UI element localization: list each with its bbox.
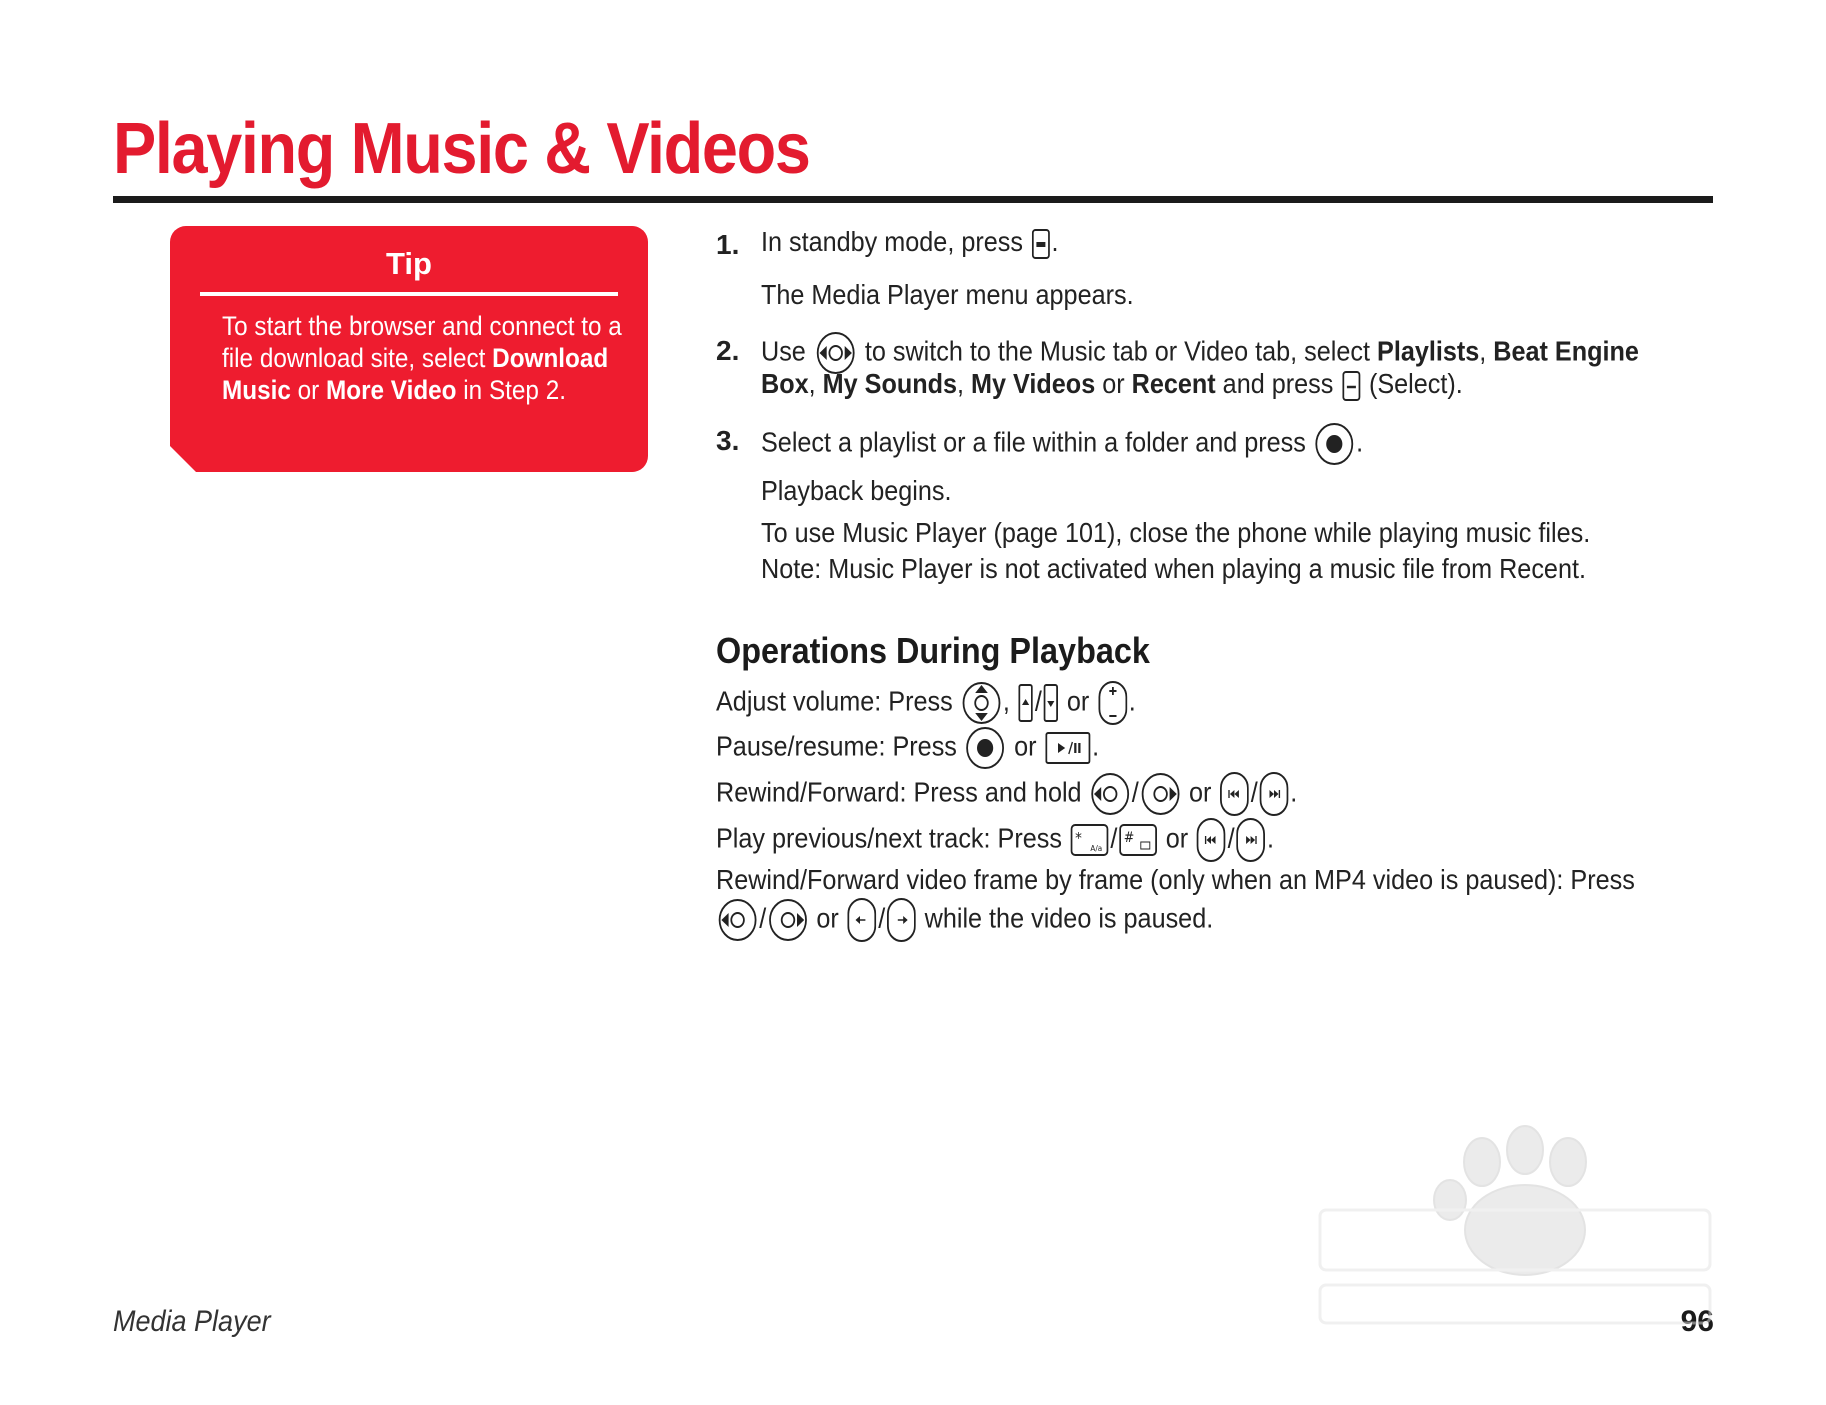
step-number-1: 1. xyxy=(716,229,740,260)
op-track-part: / xyxy=(1227,822,1235,854)
op-frame-part: / xyxy=(878,902,886,934)
hash-key-icon xyxy=(1119,824,1157,856)
tip-rule xyxy=(200,292,618,296)
op-pause-label: Pause/resume: Press xyxy=(716,730,964,762)
play-pause-key-icon xyxy=(1045,732,1090,764)
note-playback-begins: Playback begins. xyxy=(761,475,952,506)
footer-section-name: Media Player xyxy=(113,1305,271,1338)
section-heading: Operations During Playback xyxy=(716,630,1150,671)
op-volume-part: . xyxy=(1128,685,1136,717)
tip-corner xyxy=(170,446,196,472)
note-music-player: To use Music Player (page 101), close the phone while playing music files. xyxy=(761,517,1591,548)
tip-bold-download-music: Download Music xyxy=(222,343,609,405)
rewind-side-key-icon xyxy=(1197,818,1226,862)
center-select-key-icon xyxy=(1315,422,1355,466)
paw-watermark-icon xyxy=(1300,1120,1730,1340)
page-title: Playing Music & Videos xyxy=(113,109,810,189)
op-volume-label: Adjust volume: Press xyxy=(716,685,960,717)
op-track-part: or xyxy=(1158,822,1196,854)
op-prev-next-track xyxy=(716,818,1274,862)
step-2-part: to switch to the Music tab or Video tab, select xyxy=(857,335,1378,367)
op-volume-part: , xyxy=(1002,685,1017,717)
forward-side-key-icon xyxy=(1236,818,1265,862)
note-media-player-menu: The Media Player menu appears. xyxy=(761,279,1134,310)
step-2-part: Use xyxy=(761,335,813,367)
plus-minus-key-icon xyxy=(1098,681,1127,725)
step-3-part: Select a playlist or a file within a folder and press xyxy=(761,426,1313,458)
step-2-part: , xyxy=(808,368,823,399)
note-recent: Note: Music Player is not activated when playing a music file from Recent. xyxy=(761,553,1586,584)
op-rewind-part: or xyxy=(1181,776,1219,808)
svg-text:A/a: A/a xyxy=(1090,843,1103,854)
step-2-line-2 xyxy=(761,368,1463,401)
op-rewind-part: . xyxy=(1290,776,1298,808)
volume-down-side-key-icon xyxy=(1044,684,1058,722)
menu-key-icon xyxy=(1032,229,1050,259)
step-2-part: and press xyxy=(1215,368,1341,399)
op-frame-part: while the video is paused. xyxy=(917,902,1214,934)
op-frame-line-1: Rewind/Forward video frame by frame (only when an MP4 video is paused): Press xyxy=(716,864,1635,895)
step-1-part: In standby mode, press xyxy=(761,226,1030,257)
bold-playlists: Playlists xyxy=(1377,335,1480,367)
page-number: 96 xyxy=(1680,1305,1714,1338)
step-2-part: , xyxy=(957,368,972,399)
op-pause-resume xyxy=(716,726,1099,770)
op-pause-part: . xyxy=(1092,730,1100,762)
tip-box xyxy=(170,226,648,472)
op-adjust-volume xyxy=(716,681,1136,725)
step-1-text xyxy=(761,226,1059,259)
step-number-2: 2. xyxy=(716,335,740,366)
op-frame-part: / xyxy=(759,902,767,934)
op-track-label: Play previous/next track: Press xyxy=(716,822,1069,854)
bold-my-sounds: My Sounds xyxy=(822,368,958,399)
tip-heading: Tip xyxy=(386,246,432,281)
tip-text xyxy=(222,310,645,406)
volume-up-side-key-icon xyxy=(1019,684,1033,722)
op-track-part: . xyxy=(1266,822,1274,854)
op-track-part: / xyxy=(1110,822,1118,854)
op-rewind-label: Rewind/Forward: Press and hold xyxy=(716,776,1089,808)
bold-beat-engine: Beat Engine xyxy=(1493,335,1639,367)
frame-back-side-key-icon xyxy=(848,898,877,942)
op-pause-part: or xyxy=(1007,730,1044,762)
step-2-part: or xyxy=(1095,368,1132,399)
nav-up-down-icon xyxy=(962,681,1002,725)
op-volume-part: / xyxy=(1034,685,1042,717)
bold-box: Box xyxy=(761,368,809,399)
rewind-side-key-icon xyxy=(1220,772,1249,816)
nav-right-icon xyxy=(768,898,808,942)
op-rewind-part: / xyxy=(1250,776,1258,808)
svg-text:*: * xyxy=(1075,830,1082,848)
step-3-text xyxy=(761,422,1363,466)
step-3-part: . xyxy=(1356,426,1364,458)
op-rewind-part: / xyxy=(1131,776,1139,808)
svg-text:#: # xyxy=(1123,830,1135,847)
nav-left-icon xyxy=(1090,772,1130,816)
op-volume-part: or xyxy=(1059,685,1097,717)
center-select-key-icon xyxy=(966,726,1006,770)
tip-bold-more-video: More Video xyxy=(325,375,457,405)
bold-recent: Recent xyxy=(1131,368,1216,399)
forward-side-key-icon xyxy=(1260,772,1289,816)
nav-right-icon xyxy=(1141,772,1181,816)
tip-text-part: in Step 2. xyxy=(456,375,566,405)
title-rule xyxy=(113,196,1713,203)
tip-text-part: or xyxy=(290,375,326,405)
star-key-icon xyxy=(1071,824,1109,856)
frame-forward-side-key-icon xyxy=(887,898,916,942)
step-2-part: (Select). xyxy=(1361,368,1463,399)
step-1-part: . xyxy=(1051,226,1059,257)
bold-my-videos: My Videos xyxy=(971,368,1096,399)
step-2-part: , xyxy=(1479,335,1494,367)
tip-text-part: To start the browser and connect to a file download site, select xyxy=(222,311,622,373)
op-frame-line-2 xyxy=(716,898,1213,942)
step-number-3: 3. xyxy=(716,425,740,456)
left-softkey-icon xyxy=(1342,371,1360,401)
op-rewind-forward xyxy=(716,772,1297,816)
nav-left-icon xyxy=(718,898,758,942)
op-frame-part: or xyxy=(809,902,846,934)
